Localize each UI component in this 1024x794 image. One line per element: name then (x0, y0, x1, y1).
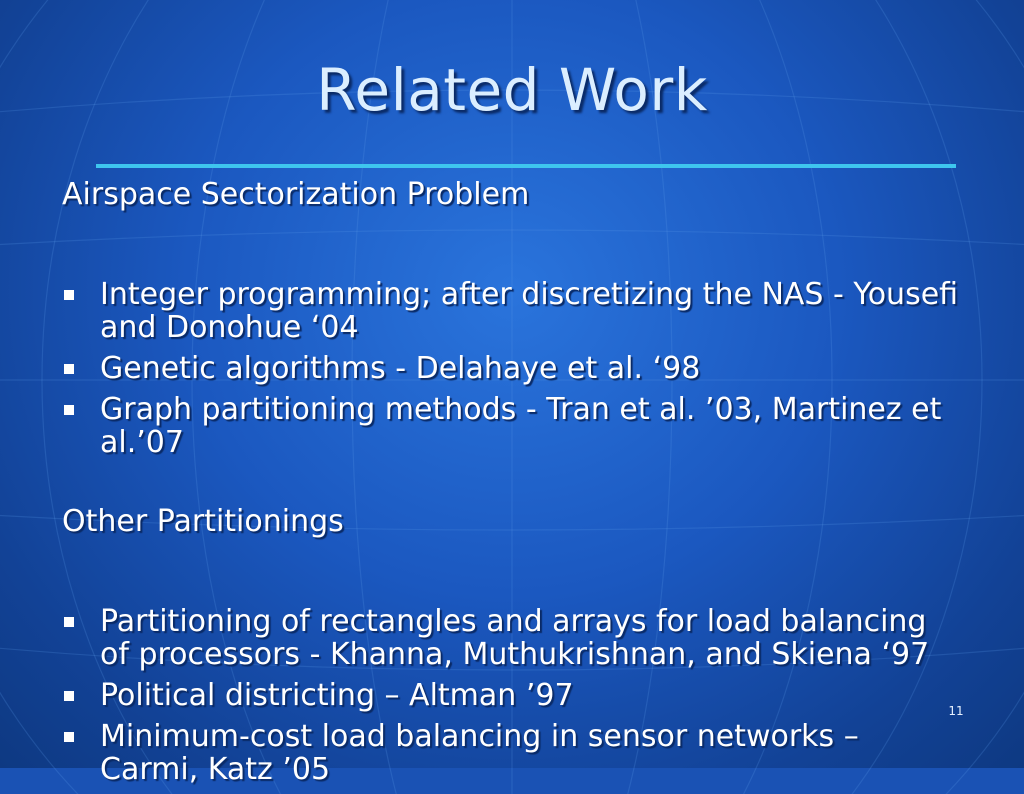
bullet-text: Graph partitioning methods - Tran et al. ’03, Martinez et al.’07 (100, 392, 942, 460)
section-spacer (62, 467, 962, 505)
slide-title: Related Work (316, 56, 708, 124)
section-spacer (62, 218, 962, 278)
section-heading-other: Other Partitionings (62, 504, 344, 539)
square-bullet-icon (64, 290, 74, 300)
page-number: 11 (948, 704, 964, 718)
section-spacer (62, 545, 962, 605)
square-bullet-icon (64, 617, 74, 627)
list-item (62, 278, 962, 344)
square-bullet-icon (64, 405, 74, 415)
slide-body (62, 178, 962, 794)
bullet-text: Partitioning of rectangles and arrays for load balancing of processors - Khanna, Muthukrishnan, and Skiena ‘97 (100, 604, 930, 672)
bullet-text: Integer programming; after discretizing the NAS - Yousefi and Donohue ‘04 (100, 277, 959, 345)
square-bullet-icon (64, 691, 74, 701)
section-heading-airspace: Airspace Sectorization Problem (62, 177, 530, 212)
square-bullet-icon (64, 732, 74, 742)
list-item (62, 720, 962, 786)
bullet-text: Political districting – Altman ’97 (100, 678, 574, 713)
square-bullet-icon (64, 364, 74, 374)
bullet-text: Minimum-cost load balancing in sensor networks – Carmi, Katz ’05 (100, 719, 859, 787)
title-underline (96, 164, 956, 168)
list-item (62, 352, 962, 385)
list-item (62, 605, 962, 671)
bullet-list-other (62, 605, 962, 786)
bullet-list-airspace (62, 278, 962, 459)
bullet-text: Genetic algorithms - Delahaye et al. ‘98 (100, 351, 701, 386)
list-item (62, 679, 962, 712)
list-item (62, 393, 962, 459)
